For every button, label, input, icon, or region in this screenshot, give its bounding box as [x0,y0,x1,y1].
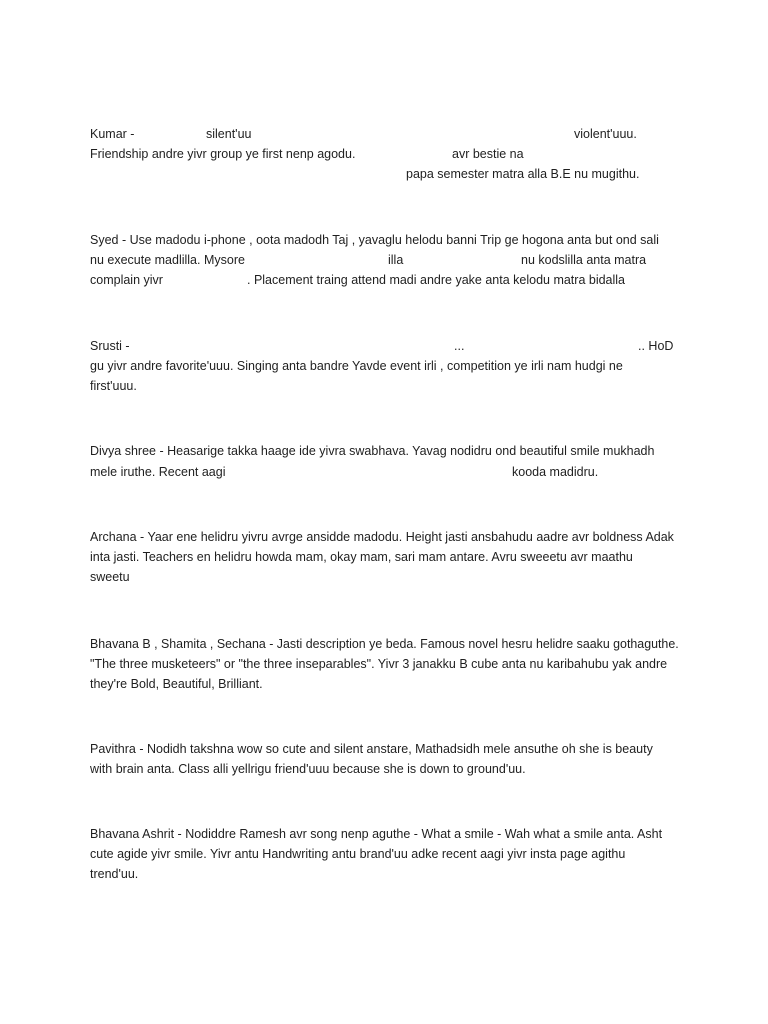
text-fragment: "The three musketeers" or "the three inseparables". Yivr 3 janakku B cube anta nu karibahubu yak andre [90,657,668,671]
text-fragment: first'uuu. [90,379,137,393]
text-fragment: trend'uu. [90,867,139,881]
text-fragment: mele iruthe. Recent aagi [90,465,226,479]
text-fragment: Archana - Yaar ene helidru yivru avrge ansidde madodu. Height jasti ansbahudu aadre avr boldness Adak [90,530,674,544]
text-fragment: Srusti - [90,339,130,353]
text-fragment: cute agide yivr smile. Yivr antu Handwriting antu brand'uu adke recent aagi yivr insta page agithu [90,847,626,861]
text-fragment: inta jasti. Teachers en helidru howda mam, okay mam, sari mam antare. Avru sweeetu avr maathu [90,550,633,564]
text-fragment: Bhavana B , Shamita , Sechana - Jasti description ye beda. Famous novel hesru helidre saaku gothaguthe. [90,637,679,651]
text-fragment: nu kodslilla anta matra [521,253,647,267]
text-fragment: nu execute madlilla. Mysore [90,253,245,267]
text-fragment: Kumar - [90,127,135,141]
text-fragment: gu yivr andre favorite'uuu. Singing anta bandre Yavde event irli , competition ye irli nam hudgi ne [90,359,623,373]
text-fragment: complain yivr [90,273,163,287]
text-fragment: ... [454,339,465,353]
text-fragment: violent'uuu. [574,127,637,141]
text-fragment: kooda madidru. [512,465,599,479]
text-fragment: . Placement traing attend madi andre yake anta kelodu matra bidalla [247,273,626,287]
text-fragment: Syed - Use madodu i-phone , oota madodh Taj , yavaglu helodu banni Trip ge hogona anta but ond sali [90,233,659,247]
text-fragment: .. HoD [638,339,674,353]
text-fragment: illa [388,253,404,267]
text-fragment: Friendship andre yivr group ye first nenp agodu. [90,147,356,161]
text-fragment: sweetu [90,570,130,584]
text-fragment: they're Bold, Beautiful, Brilliant. [90,677,263,691]
text-fragment: Divya shree - Heasarige takka haage ide yivra swabhava. Yavag nodidru ond beautiful smile mukhadh [90,444,655,458]
text-fragment: Bhavana Ashrit - Nodiddre Ramesh avr song nenp aguthe - What a smile - Wah what a smile anta. Asht [90,827,663,841]
text-fragment: avr bestie na [452,147,524,161]
text-fragment: papa semester matra alla B.E nu mugithu. [406,167,640,181]
text-fragment: with brain anta. Class alli yellrigu friend'uuu because she is down to ground'uu. [90,762,526,776]
text-fragment: Pavithra - Nodidh takshna wow so cute and silent anstare, Mathadsidh mele ansuthe oh she is beauty [90,742,653,756]
text-fragment: silent'uu [206,127,252,141]
